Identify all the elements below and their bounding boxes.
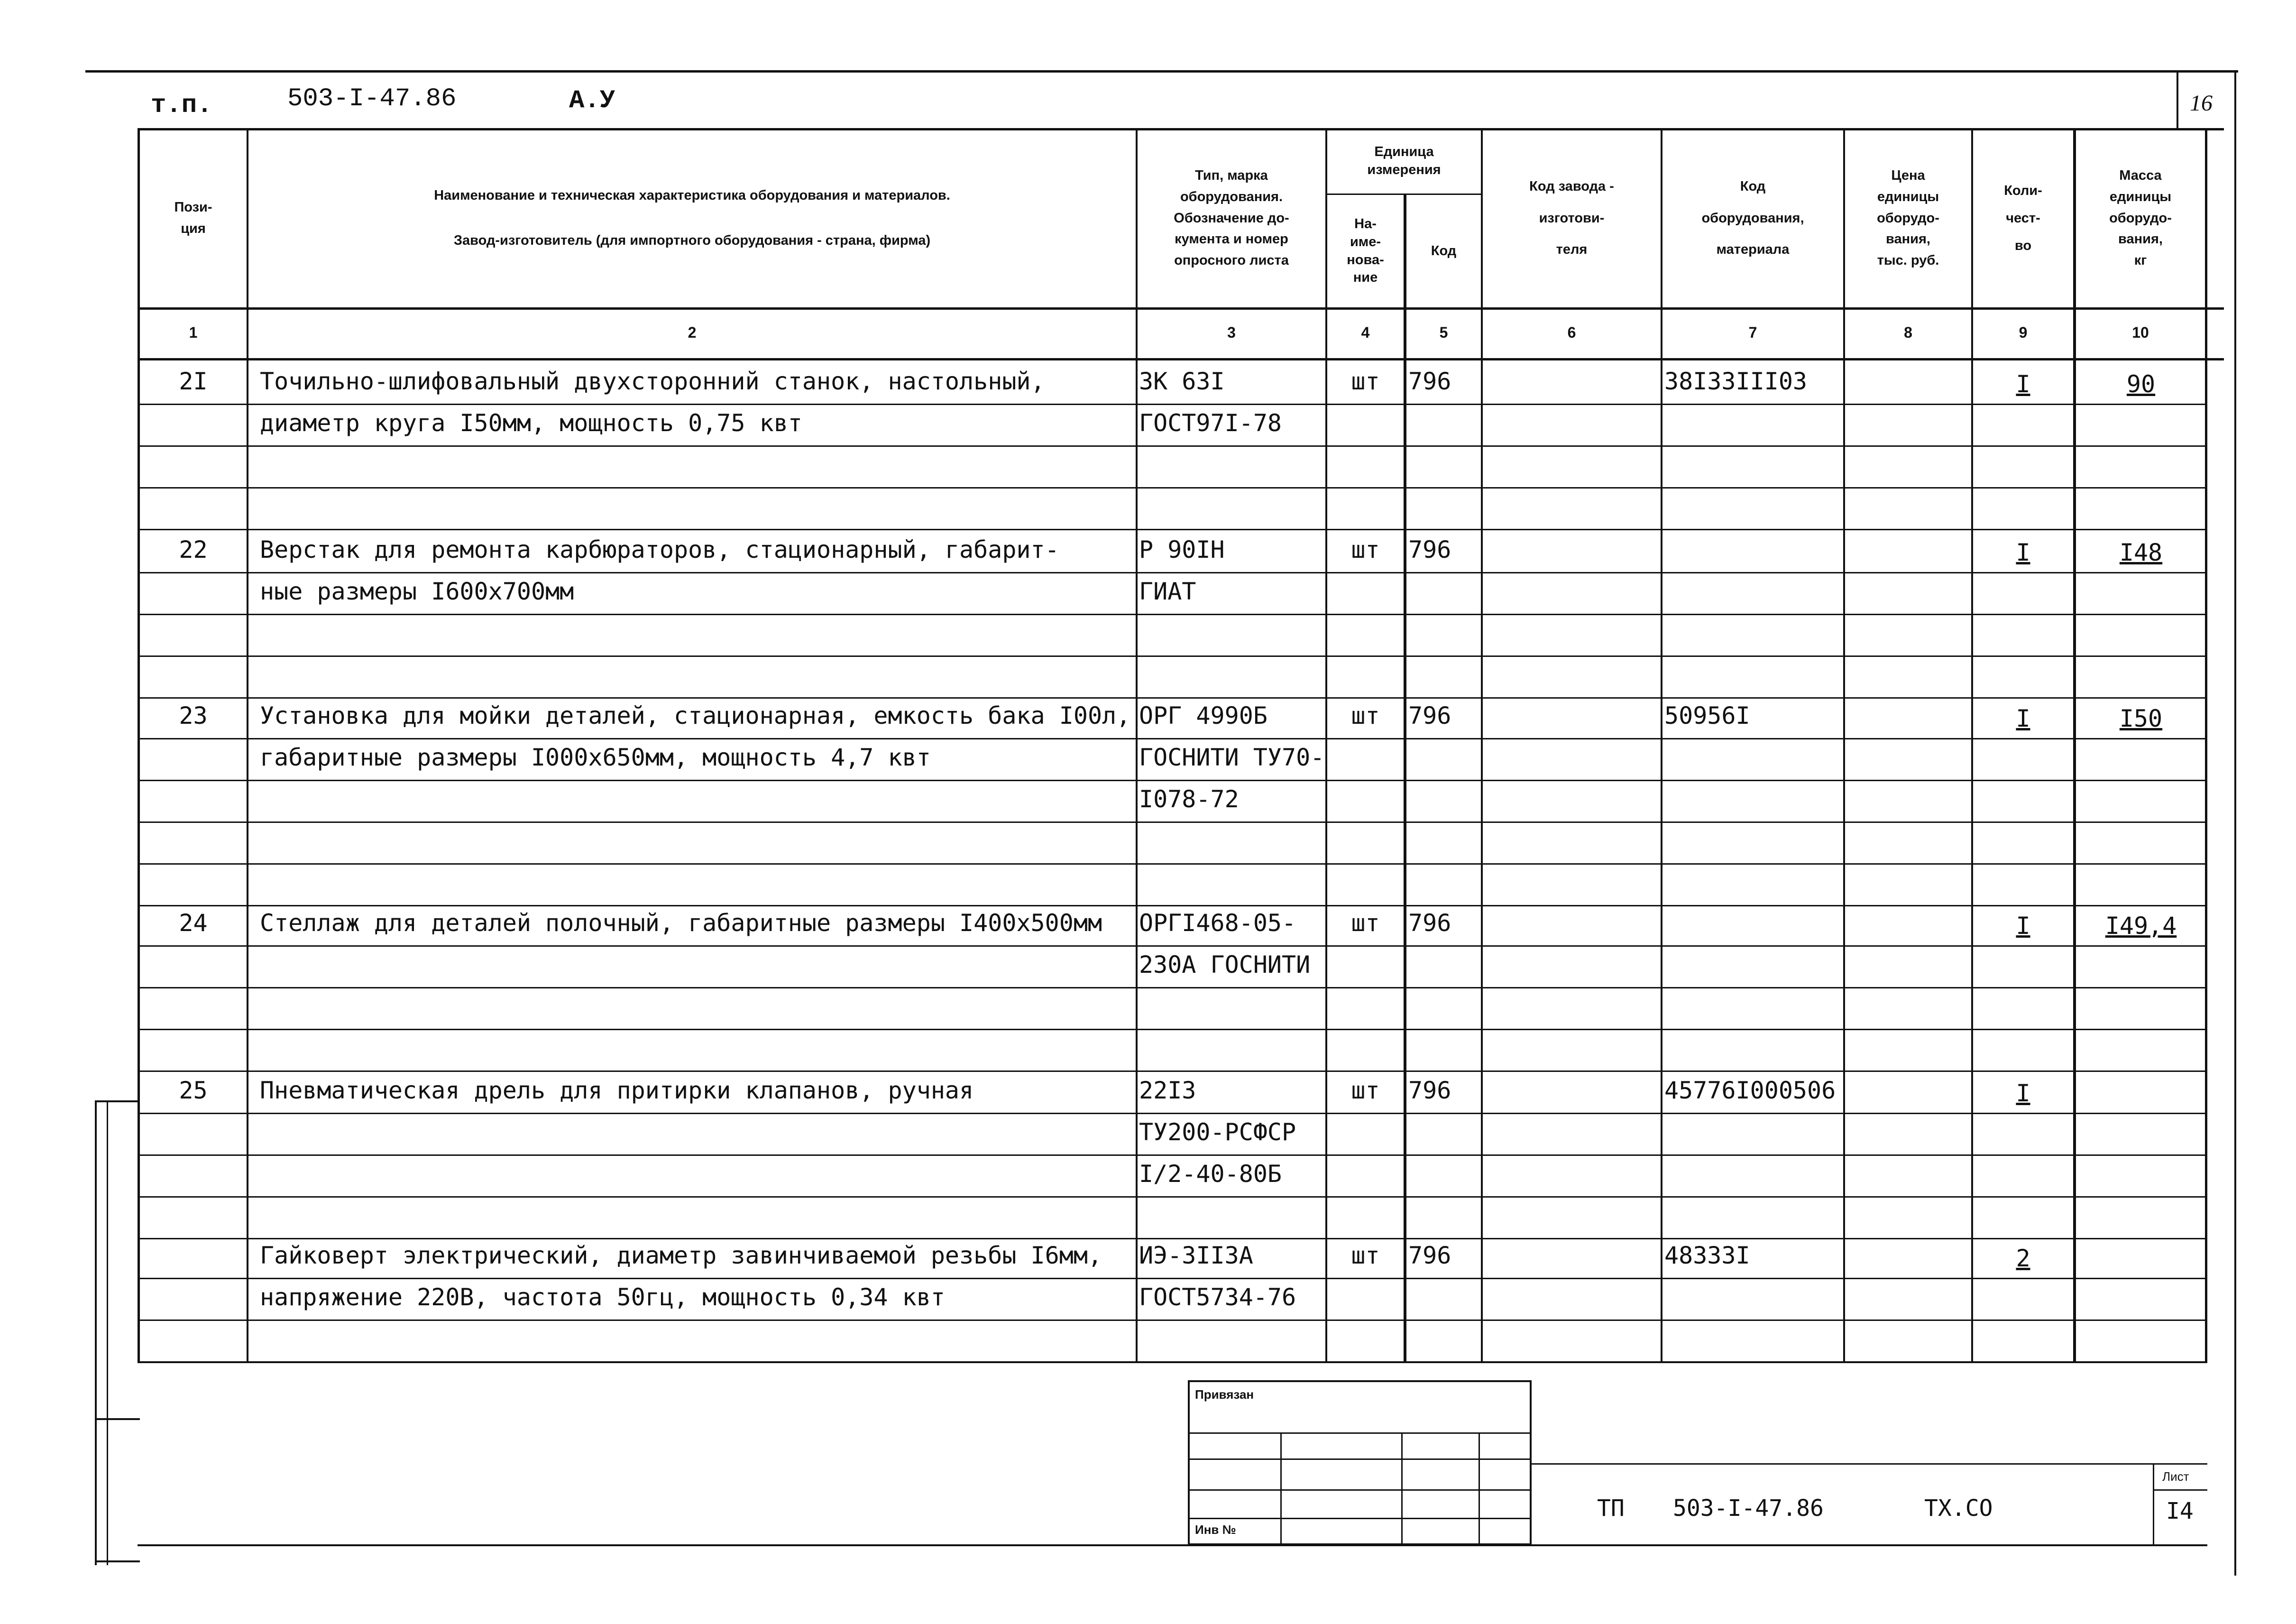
title-block-bottom	[138, 1544, 2207, 1546]
item-type-line: ГОСТ97I-78	[1139, 409, 1282, 437]
stamp-row-1	[1188, 1432, 1532, 1434]
unit-code: 796	[1408, 702, 1451, 729]
row-separator	[138, 1278, 2205, 1279]
sheet-box-split	[2153, 1489, 2207, 1491]
footer-code: 503-I-47.86	[1673, 1495, 1824, 1522]
row-separator	[138, 404, 2205, 405]
item-type-line: Р 90IН	[1139, 536, 1225, 563]
row-separator	[138, 987, 2205, 988]
unit-mass: I49,4	[2105, 912, 2177, 940]
item-name-line: напряжение 220В, частота 50гц, мощность 0,34 квт	[260, 1283, 945, 1311]
item-name-line: габаритные размеры I000х650мм, мощность 4,7 квт	[260, 744, 931, 771]
position-number: 23	[179, 702, 208, 729]
item-type-line: I/2-40-80Б	[1139, 1160, 1282, 1188]
col-header-type: Тип, марка оборудования. Обозначение до- кумента и номер опросного листа	[1174, 167, 1289, 268]
position-number: 25	[179, 1077, 208, 1104]
stamp-col-1	[1280, 1432, 1282, 1545]
row-separator	[138, 1029, 2205, 1030]
item-type-line: 3К 63I	[1139, 368, 1225, 395]
row-separator	[138, 614, 2205, 615]
binding-tick-2	[95, 1418, 140, 1420]
equipment-code: 48333I	[1664, 1242, 1750, 1269]
col-line-7	[1843, 128, 1845, 1361]
item-type-line: 22I3	[1139, 1077, 1196, 1104]
frame-left	[138, 128, 140, 1362]
unit-name: шт	[1351, 1077, 1380, 1104]
row-separator	[138, 1238, 2205, 1239]
col-line-6	[1661, 128, 1662, 1361]
col-header-unit-name: На- име- нова- ние	[1347, 216, 1384, 286]
quantity: I	[2016, 539, 2030, 566]
row-separator	[138, 863, 2205, 865]
binding-line-b	[107, 1100, 108, 1565]
binding-tick-3	[95, 1560, 140, 1562]
corner-divider	[2177, 72, 2178, 129]
col-line-4	[1404, 194, 1406, 1361]
stamp-box	[1188, 1380, 1532, 1545]
row-separator	[138, 1196, 2205, 1198]
position-number: 22	[179, 536, 208, 563]
row-separator	[138, 738, 2205, 739]
sheet-label: Лист	[2162, 1469, 2189, 1484]
col-header-equip-code: Код оборудования, материала	[1701, 178, 1804, 258]
stamp-inv-label: Инв №	[1195, 1522, 1236, 1537]
colnum-bottom	[138, 358, 2224, 360]
col-header-unit: Единица измерения	[1367, 144, 1441, 177]
row-separator	[138, 655, 2205, 657]
quantity: I	[2016, 912, 2030, 940]
item-type-line: ОРГI468-05-	[1139, 909, 1296, 937]
item-type-line: ГОСТ5734-76	[1139, 1283, 1296, 1311]
item-name-line: диаметр круга I50мм, мощность 0,75 квт	[260, 409, 802, 437]
sheet-number: I4	[2166, 1498, 2194, 1524]
col-header-plant-code: Код завода - изготови- теля	[1529, 178, 1614, 258]
unit-name: шт	[1351, 1242, 1380, 1269]
row-separator	[138, 945, 2205, 947]
quantity: I	[2016, 370, 2030, 398]
unit-code: 796	[1408, 368, 1451, 395]
item-name-line: Стеллаж для деталей полочный, габаритные размеры I400х500мм	[260, 909, 1102, 937]
outer-right	[2234, 72, 2236, 1576]
position-number: 2I	[179, 368, 208, 395]
colnum-1: 1	[189, 324, 198, 341]
stamp-row-4	[1188, 1518, 1532, 1519]
row-separator	[138, 445, 2205, 447]
item-name-line: Пневматическая дрель для притирки клапанов, ручная	[260, 1077, 974, 1104]
unit-code: 796	[1408, 1242, 1451, 1269]
position-number: 24	[179, 909, 208, 937]
row-separator	[138, 821, 2205, 823]
row-separator	[138, 905, 2205, 906]
project-code: 503-I-47.86	[287, 84, 457, 113]
row-separator	[138, 487, 2205, 489]
item-type-line: I078-72	[1139, 785, 1239, 813]
col-line-5	[1481, 128, 1483, 1361]
col-header-unit-code: Код	[1431, 243, 1457, 259]
quantity: 2	[2016, 1245, 2030, 1272]
unit-mass: I50	[2119, 705, 2163, 732]
unit-name: шт	[1351, 536, 1380, 563]
item-name-line: ные размеры I600х700мм	[260, 578, 574, 605]
row-separator	[138, 572, 2205, 573]
row-separator	[138, 697, 2205, 699]
colnum-8: 8	[1904, 324, 1912, 341]
col-line-2	[1136, 128, 1138, 1361]
col-header-price: Цена единицы оборудо- вания, тыс. руб.	[1877, 167, 1939, 268]
item-type-line: 230А ГОСНИТИ	[1139, 951, 1311, 978]
top-rule	[85, 70, 2238, 73]
frame-bottom	[138, 1361, 2207, 1363]
col-header-position: Пози- ция	[174, 200, 212, 236]
title-block-top	[1532, 1463, 2207, 1465]
colnum-6: 6	[1567, 324, 1576, 341]
frame-right	[2205, 128, 2207, 1362]
binding-tick-1	[95, 1100, 140, 1102]
section-label: А.У	[569, 86, 615, 115]
equipment-code: 50956I	[1664, 702, 1750, 729]
colnum-7: 7	[1748, 324, 1757, 341]
colnum-10: 10	[2132, 324, 2149, 341]
stamp-row-3	[1188, 1489, 1532, 1491]
row-separator	[138, 1154, 2205, 1156]
row-separator	[138, 1113, 2205, 1114]
stamp-row-2	[1188, 1458, 1532, 1460]
item-name-line: Верстак для ремонта карбюраторов, стационарный, габарит-	[260, 536, 1059, 563]
item-type-line: ГОСНИТИ ТУ70-	[1139, 744, 1325, 771]
stamp-col-2	[1401, 1432, 1403, 1545]
colnum-5: 5	[1439, 324, 1448, 341]
unit-name: шт	[1351, 909, 1380, 937]
col-header-qty: Коли- чест- во	[2004, 183, 2042, 253]
item-type-line: ГИАТ	[1139, 578, 1196, 605]
col-line-1	[247, 128, 248, 1361]
col-header-name	[248, 129, 1136, 307]
item-type-line: ТУ200-РСФСР	[1139, 1118, 1296, 1146]
col-line-8	[1971, 128, 1973, 1361]
row-separator	[138, 1320, 2205, 1321]
colnum-4: 4	[1361, 324, 1370, 341]
unit-name: шт	[1351, 368, 1380, 395]
quantity: I	[2016, 1080, 2030, 1107]
quantity: I	[2016, 705, 2030, 732]
col-header-name-line1: Наименование и техническая характеристика оборудования и материалов.	[434, 188, 950, 203]
row-separator	[138, 529, 2205, 530]
footer-doc: ТХ.СО	[1924, 1495, 1993, 1522]
colnum-2: 2	[688, 324, 697, 341]
item-type-line: ИЭ-3II3А	[1139, 1242, 1253, 1269]
unit-code: 796	[1408, 536, 1451, 563]
equipment-code: 38I33III03	[1664, 368, 1808, 395]
unit-code: 796	[1408, 1077, 1451, 1104]
equipment-code: 45776I000506	[1664, 1077, 1836, 1104]
item-name-line: Точильно-шлифовальный двухсторонний станок, настольный,	[260, 368, 1045, 395]
colnum-3: 3	[1227, 324, 1236, 341]
stamp-attached-label: Привязан	[1195, 1387, 1254, 1402]
row-separator	[138, 780, 2205, 781]
col-header-name-line2: Завод-изготовитель (для импортного оборудования - страна, фирма)	[453, 233, 931, 248]
unit-mass: 90	[2126, 370, 2156, 398]
footer-tp: ТП	[1597, 1495, 1625, 1522]
col-line-9	[2073, 128, 2076, 1361]
item-type-line: ОРГ 4990Б	[1139, 702, 1267, 729]
stamp-col-3	[1479, 1432, 1480, 1545]
item-name-line: Установка для мойки деталей, стационарная, емкость бака I00л,	[260, 702, 1131, 729]
unit-mass: I48	[2119, 539, 2163, 566]
unit-code: 796	[1408, 909, 1451, 937]
row-separator	[138, 1070, 2205, 1072]
page-corner-number: 16	[2190, 91, 2213, 116]
col-header-mass: Масса единицы оборудо- вания, кг	[2109, 167, 2172, 268]
colnum-9: 9	[2019, 324, 2028, 341]
header-bottom	[138, 307, 2224, 310]
binding-line-a	[95, 1100, 97, 1565]
col-line-3	[1325, 128, 1327, 1361]
unit-name: шт	[1351, 702, 1380, 729]
item-name-line: Гайковерт электрический, диаметр завинчиваемой резьбы I6мм,	[260, 1242, 1102, 1269]
tp-label: т.п.	[151, 91, 212, 120]
